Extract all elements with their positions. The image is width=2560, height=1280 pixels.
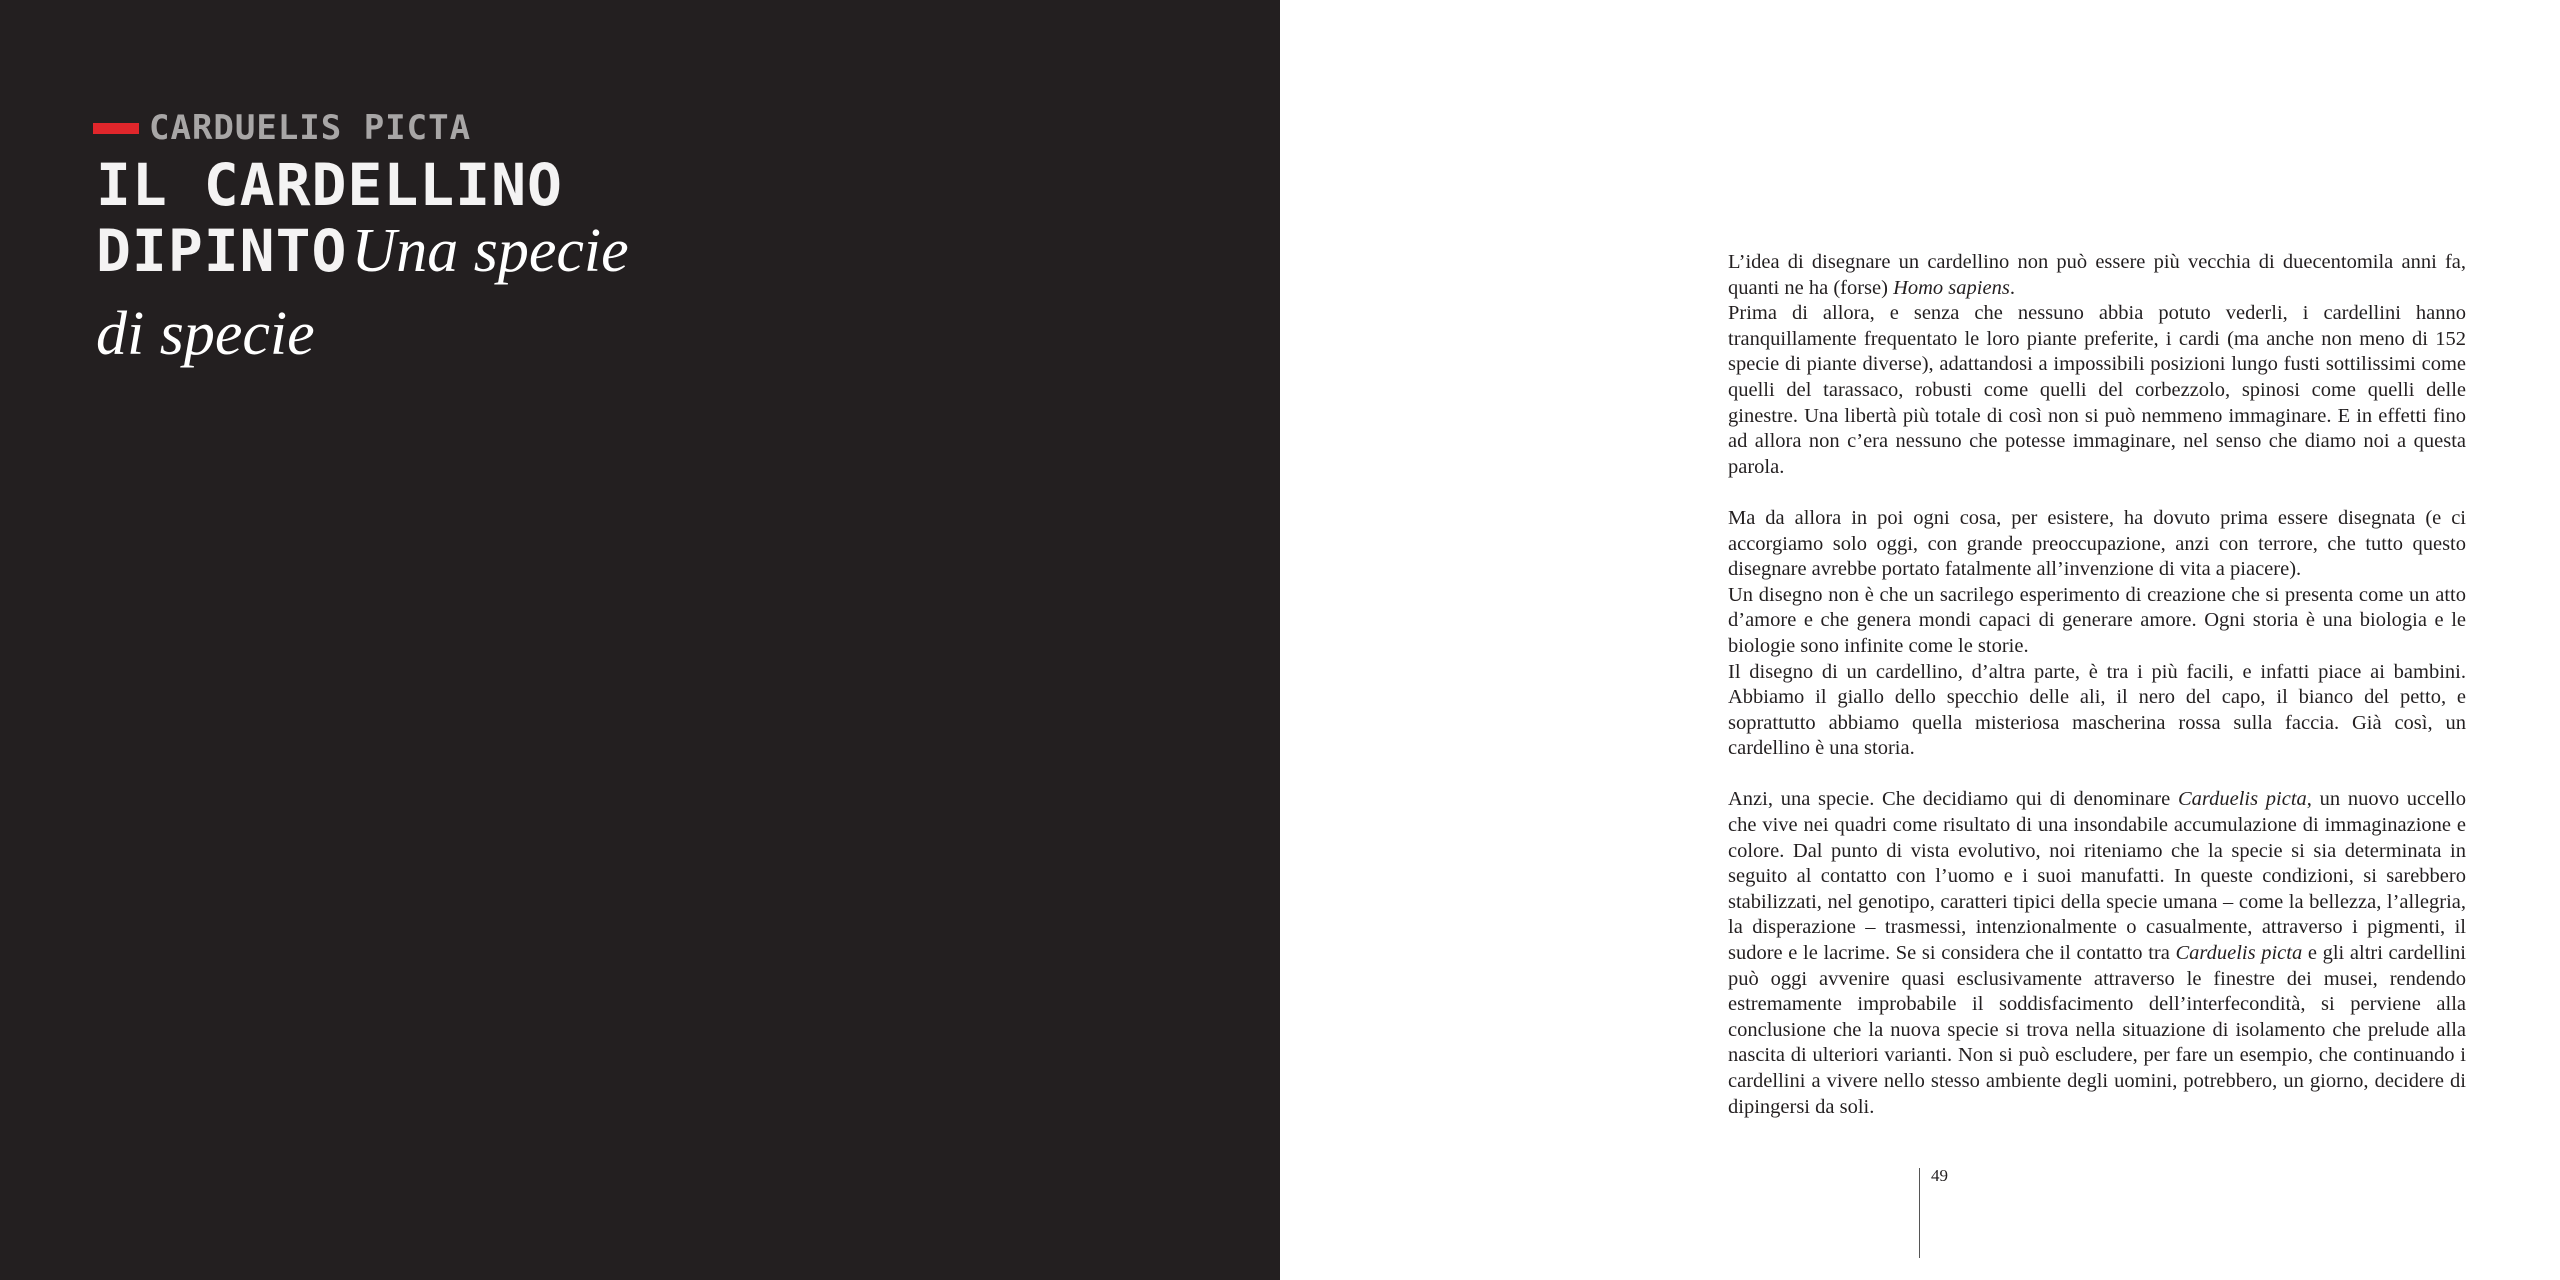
page-number: 49 [1931, 1166, 1948, 1185]
paragraph-6-text-c: e gli altri cardellini può oggi avvenire quasi esclusivamente attraverso le finestre dei musei, rendendo estremamente improbabile il soddisfacimento dell’interfecondità, si perviene alla conclusione che la nuova specie si trova nella situazione di isolamento che prelude alla nascita di ulteriori varianti. Non si può escludere, per fare un esempio, che continuando i cardellini a vivere nello stesso ambiente degli uomini, potrebbero, un giorno, decidere di dipingersi da soli. [1728, 942, 2466, 1118]
kicker-row [93, 108, 471, 148]
paragraph-6-text-a: Anzi, una specie. Che decidiamo qui di denominare [1728, 788, 2178, 811]
body-text [1728, 250, 2466, 1120]
folio-rule [1919, 1168, 1920, 1258]
right-page [1280, 0, 2560, 1280]
paragraph-6 [1728, 787, 2466, 1120]
paragraph-6-italic-1: Carduelis picta [2177, 788, 2307, 811]
title-line-2-caps: DIPINTO [96, 217, 348, 285]
paragraph-4: Un disegno non è che un sacrilego esperimento di creazione che si presenta come un atto d’amore e che genera mondi capaci di generare amore. Ogni storia è una biologia e le biologie sono infinite come le storie. [1728, 583, 2466, 657]
paragraph-1-text: L’idea di disegnare un cardellino non può essere più vecchia di duecentomila anni fa, quanti ne ha (forse) [1728, 251, 2466, 299]
chapter-title [96, 152, 696, 368]
title-line-1: IL CARDELLINO [96, 151, 563, 219]
paragraph-6-text-b: , un nuovo uccello che vive nei quadri come risultato di una insondabile accumulazione di immaginazione e colore. Dal punto di vista evolutivo, noi riteniamo che la specie si sia determinata in seguito al contatto con l’uomo e i suoi manufatti. In queste condizioni, si sarebbero stabilizzati, nel genotipo, caratteri tipici della specie umana – come la bellezza, l’allegria, la disperazione – trasmessi, intenzionalmente o casualmente, attraverso i pigmenti, il sudore e le lacrime. Se si considera che il contatto tra [1728, 788, 2466, 965]
kicker-species-name: CARDUELIS PICTA [149, 108, 472, 148]
paragraph-1 [1728, 250, 2466, 301]
title-line-2-italic: Una specie [351, 217, 629, 285]
paragraph-5: Il disegno di un cardellino, d’altra parte, è tra i più facili, e infatti piace ai bambini. Abbiamo il giallo dello specchio delle ali, il nero del capo, il bianco del petto, e soprattutto abbiamo quella misteriosa mascherina rossa sulla faccia. Già così, un cardellino è una storia. [1728, 660, 2466, 760]
title-line-2 [96, 218, 696, 300]
red-accent-bar [93, 123, 139, 134]
paragraph-2: Prima di allora, e senza che nessuno abbia potuto vederli, i cardellini hanno tranquillamente frequentato le loro piante preferite, i cardi (ma anche non meno di 152 specie di piante diverse), adattandosi a impossibili posizioni lungo fusti sottilissimi come quelli del tarassaco, robusti come quelli del corbezzolo, spinosi come quelli delle ginestre. Una libertà più totale di così non si può nemmeno immaginare. E in effetti fino ad allora non c’era nessuno che potesse immaginare, nel senso che diamo noi a questa parola. [1728, 302, 2466, 478]
title-line-3: di specie [96, 300, 315, 368]
paragraph-1-italic: Homo sapiens [1893, 276, 2010, 299]
paragraph-1-end: . [2009, 276, 2015, 299]
paragraph-6-italic-2: Carduelis picta [2175, 942, 2303, 965]
paragraph-3: Ma da allora in poi ogni cosa, per esistere, ha dovuto prima essere disegnata (e ci accorgiamo solo oggi, con grande preoccupazione, anzi con terrore, che tutto questo disegnare avrebbe portato fatalmente all’invenzione di vita a piacere). [1728, 506, 2466, 581]
